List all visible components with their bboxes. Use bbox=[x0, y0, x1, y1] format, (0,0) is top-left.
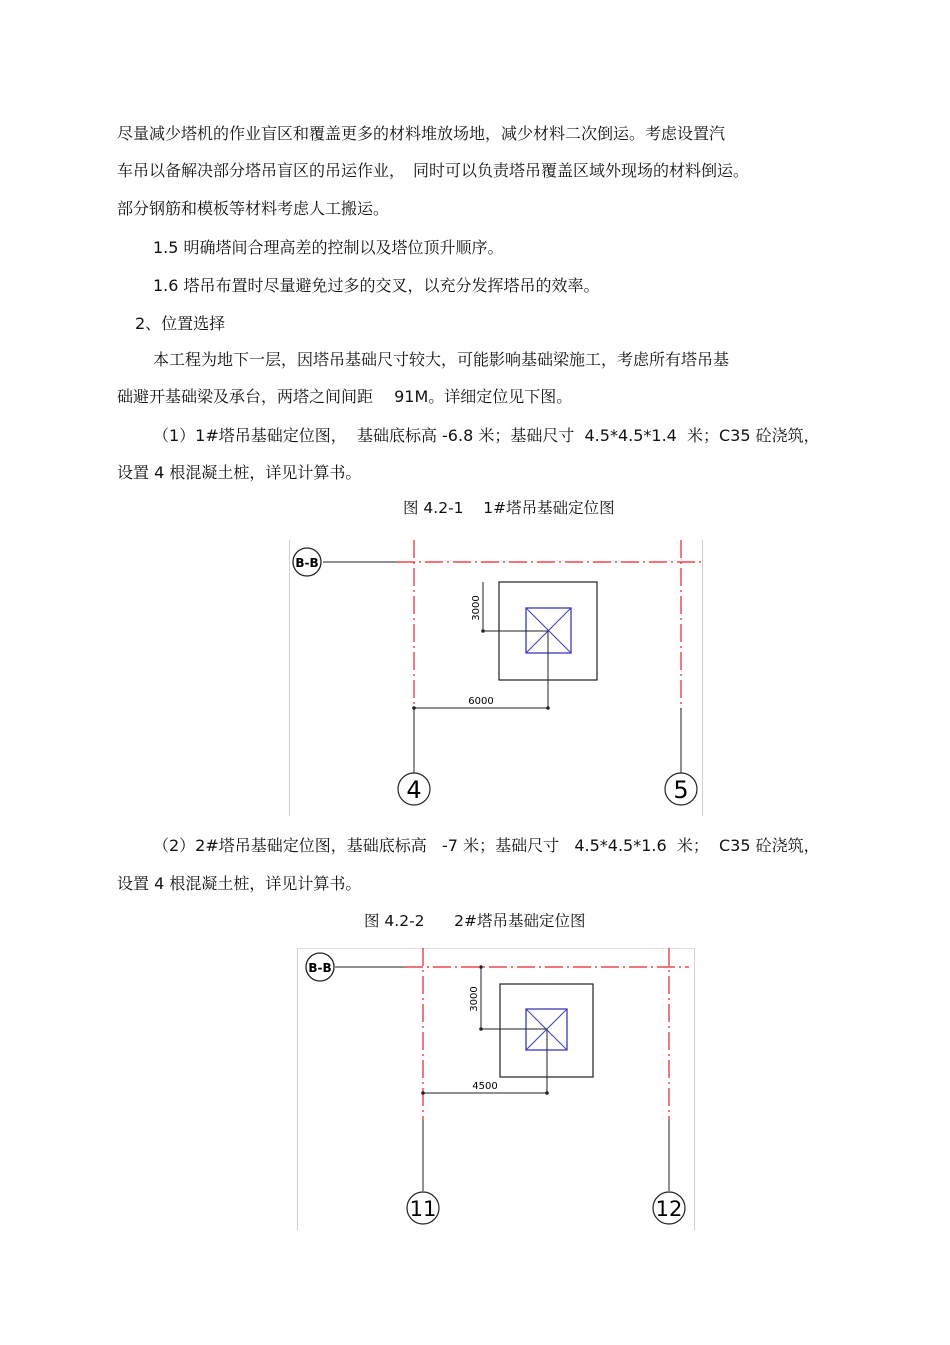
paragraph-1-line-1: 尽量减少塔机的作业盲区和覆盖更多的材料堆放场地，减少材料二次倒运。考虑设置汽 bbox=[117, 124, 726, 143]
dim-vertical-tick-top bbox=[479, 965, 483, 969]
axis-label-5: 5 bbox=[673, 776, 689, 804]
dim-horizontal-tick-right bbox=[545, 1091, 549, 1095]
paragraph-3-line-1: （1）1#塔吊基础定位图， 基础底标高 -6.8 米；基础尺寸 4.5*4.5*1.4 米；C35 砼浇筑， bbox=[153, 426, 820, 445]
paragraph-3-line-2: 设置 4 根混凝土桩，详见计算书。 bbox=[117, 463, 362, 482]
section-tag-label: B-B bbox=[308, 961, 332, 975]
list-item-1-6: 1.6 塔吊布置时尽量避免过多的交叉，以充分发挥塔吊的效率。 bbox=[153, 276, 600, 295]
dim-horizontal-tick-left bbox=[412, 706, 416, 710]
dim-horizontal-tick-right bbox=[546, 706, 550, 710]
figure-1-caption: 图 4.2-1 1#塔吊基础定位图 bbox=[403, 499, 615, 517]
dim-vertical-tick bbox=[481, 629, 485, 633]
dim-horizontal-tick-left bbox=[421, 1091, 425, 1095]
section-heading-2: 2、位置选择 bbox=[135, 314, 226, 333]
axis-label-11: 11 bbox=[409, 1197, 437, 1221]
paragraph-1-line-2: 车吊以备解决部分塔吊盲区的吊运作业， 同时可以负责塔吊覆盖区域外现场的材料倒运。 bbox=[117, 161, 750, 180]
paragraph-4-line-1: （2）2#塔吊基础定位图，基础底标高 -7 米；基础尺寸 4.5*4.5*1.6 米； C35 砼浇筑， bbox=[153, 836, 820, 855]
dim-horizontal-label: 4500 bbox=[472, 1081, 498, 1092]
section-tag-label: B-B bbox=[295, 556, 319, 570]
paragraph-1-line-3: 部分钢筋和模板等材料考虑人工搬运。 bbox=[117, 199, 390, 218]
dim-vertical-tick-bottom bbox=[479, 1027, 483, 1031]
dim-vertical-label: 3000 bbox=[469, 986, 480, 1012]
figure-1-drawing bbox=[289, 540, 703, 816]
figure-2-svg bbox=[297, 948, 695, 1230]
figure-2-drawing bbox=[297, 948, 695, 1230]
paragraph-2-line-2: 础避开基础梁及承台，两塔之间间距 91M。详细定位见下图。 bbox=[117, 387, 573, 406]
figure-1-svg bbox=[289, 540, 703, 816]
axis-label-12: 12 bbox=[655, 1197, 683, 1221]
paragraph-2-line-1: 本工程为地下一层，因塔吊基础尺寸较大，可能影响基础梁施工，考虑所有塔吊基 bbox=[153, 350, 730, 369]
paragraph-4-line-2: 设置 4 根混凝土桩，详见计算书。 bbox=[117, 874, 362, 893]
figure-2-caption: 图 4.2-2 2#塔吊基础定位图 bbox=[364, 912, 586, 930]
list-item-1-5: 1.5 明确塔间合理高差的控制以及塔位顶升顺序。 bbox=[153, 238, 504, 257]
axis-label-4: 4 bbox=[406, 776, 422, 804]
dim-vertical-label: 3000 bbox=[471, 595, 482, 621]
dim-horizontal-label: 6000 bbox=[468, 696, 494, 707]
